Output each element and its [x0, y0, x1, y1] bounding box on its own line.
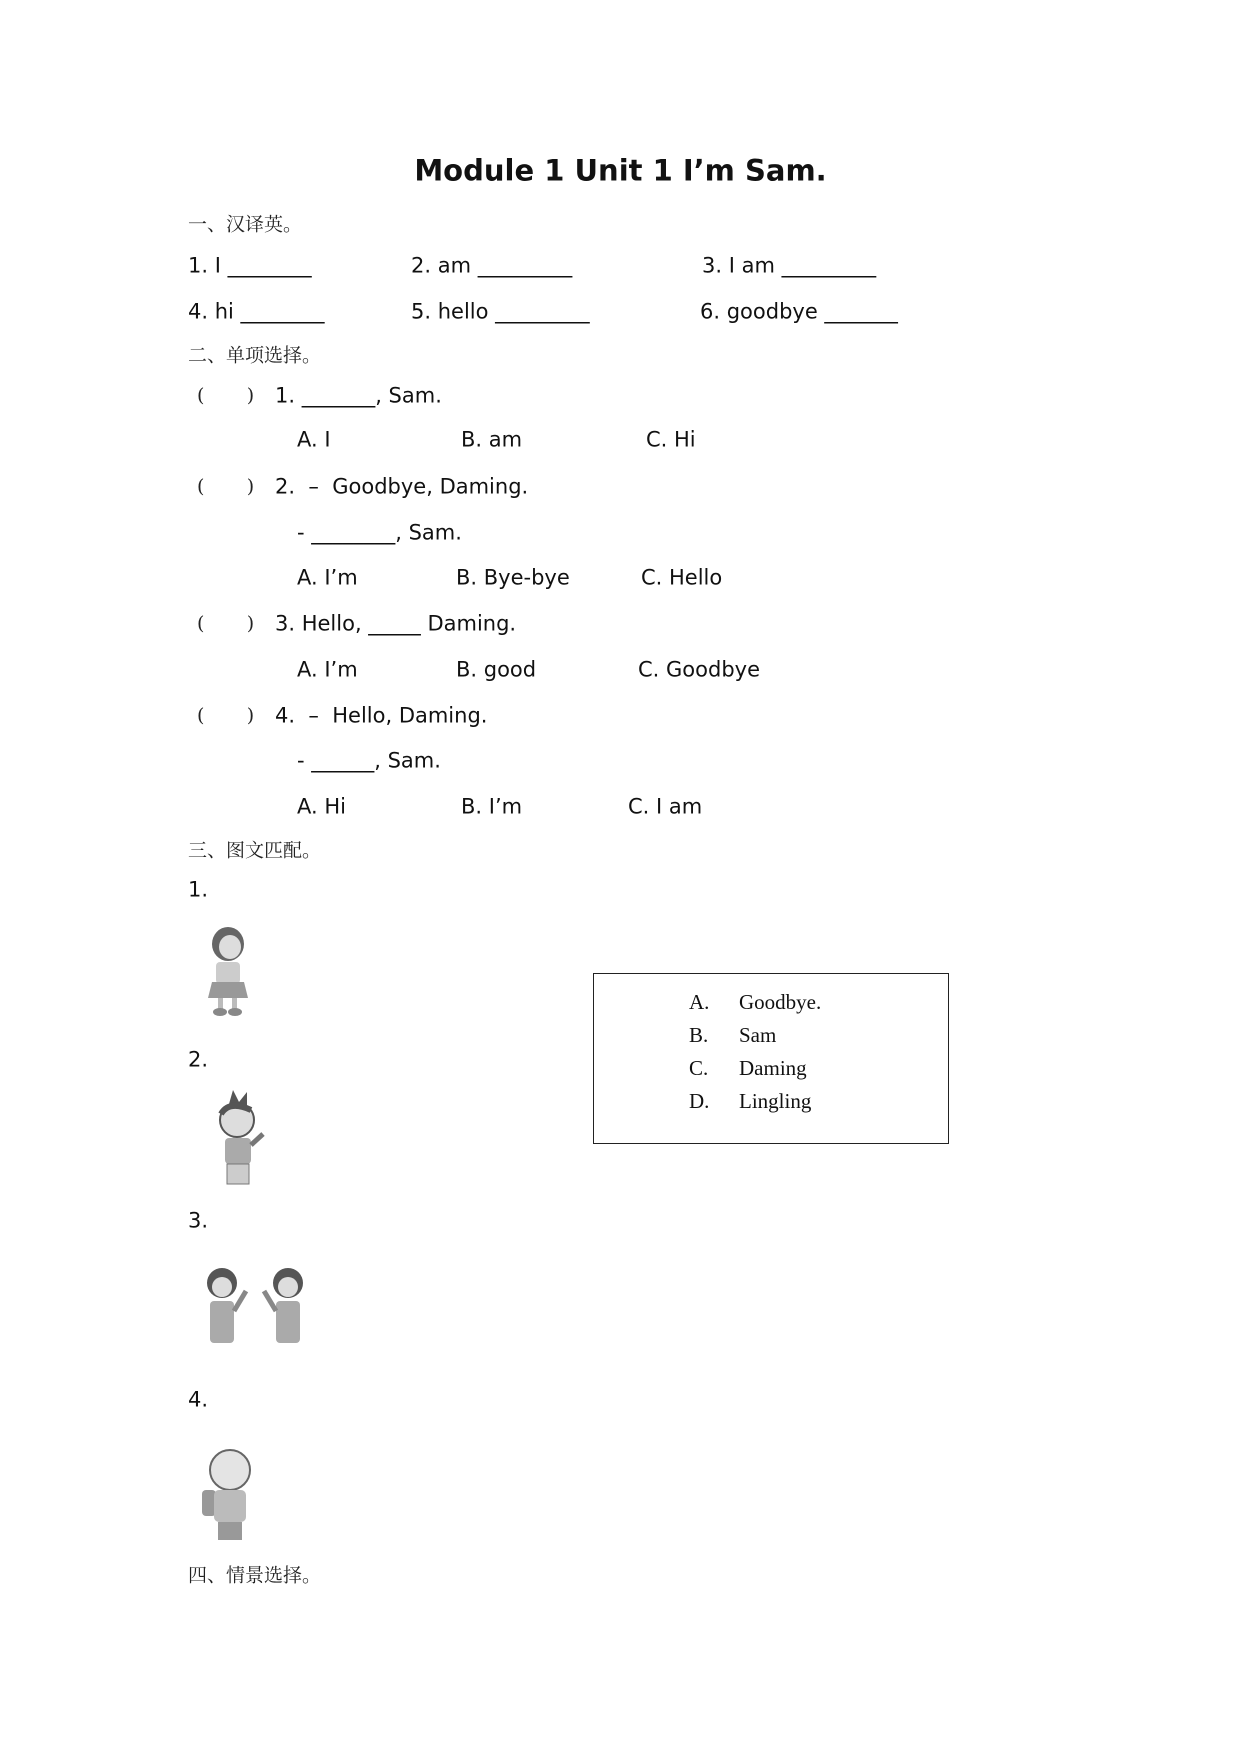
option-a: A. I’m	[297, 565, 358, 590]
choice-letter: D.	[689, 1089, 710, 1113]
item-3: 3. I am _________	[702, 253, 877, 278]
section1-heading: 一、汉译英。	[188, 213, 303, 236]
option-b: B. Bye-bye	[456, 565, 570, 590]
reply-2: - ________, Sam.	[297, 520, 462, 545]
section3-heading: 三、图文匹配。	[188, 839, 322, 862]
option-c: C. I am	[628, 794, 703, 819]
picture-number-4: 4.	[188, 1387, 209, 1412]
choice-text: Lingling	[739, 1089, 812, 1113]
option-c: C. Hello	[641, 565, 723, 590]
question-3: 3. Hello, _____ Daming.	[275, 611, 517, 636]
reply-4: - ______, Sam.	[297, 748, 441, 773]
option-a: A. Hi	[297, 794, 346, 819]
choice-text: Goodbye.	[739, 990, 822, 1014]
option-b: B. am	[461, 427, 523, 452]
boy-daming-picture	[199, 1090, 285, 1186]
question-2: 2. – Goodbye, Daming.	[275, 474, 529, 499]
answer-paren: ( )	[197, 475, 255, 498]
item-4: 4. hi ________	[188, 299, 325, 324]
question-1: 1. _______, Sam.	[275, 383, 442, 408]
section2-heading: 二、单项选择。	[188, 344, 322, 367]
picture-number-3: 3.	[188, 1208, 209, 1233]
option-a: A. I	[297, 427, 331, 452]
answer-paren: ( )	[197, 612, 255, 635]
answer-paren: ( )	[197, 384, 255, 407]
choice-letter: B.	[689, 1023, 709, 1047]
picture-number-2: 2.	[188, 1047, 209, 1072]
option-c: C. Hi	[646, 427, 696, 452]
boy-sam-picture	[188, 1444, 270, 1543]
choice-text: Sam	[739, 1023, 777, 1047]
matching-choices-box	[593, 973, 949, 1144]
picture-number-1: 1.	[188, 877, 209, 902]
item-2: 2. am _________	[411, 253, 573, 278]
answer-paren: ( )	[197, 704, 255, 727]
item-6: 6. goodbye _______	[700, 299, 898, 324]
option-b: B. I’m	[461, 794, 523, 819]
option-c: C. Goodbye	[638, 657, 760, 682]
option-b: B. good	[456, 657, 537, 682]
item-1: 1. I ________	[188, 253, 312, 278]
option-a: A. I’m	[297, 657, 358, 682]
choice-text: Daming	[739, 1056, 807, 1080]
question-4: 4. – Hello, Daming.	[275, 703, 488, 728]
section4-heading: 四、情景选择。	[188, 1564, 322, 1587]
page-title: Module 1 Unit 1 I’m Sam.	[414, 153, 827, 188]
choice-letter: A.	[689, 990, 710, 1014]
girl-lingling-picture	[188, 922, 268, 1018]
choice-letter: C.	[689, 1056, 709, 1080]
item-5: 5. hello _________	[411, 299, 590, 324]
two-children-waving-picture	[192, 1261, 320, 1359]
